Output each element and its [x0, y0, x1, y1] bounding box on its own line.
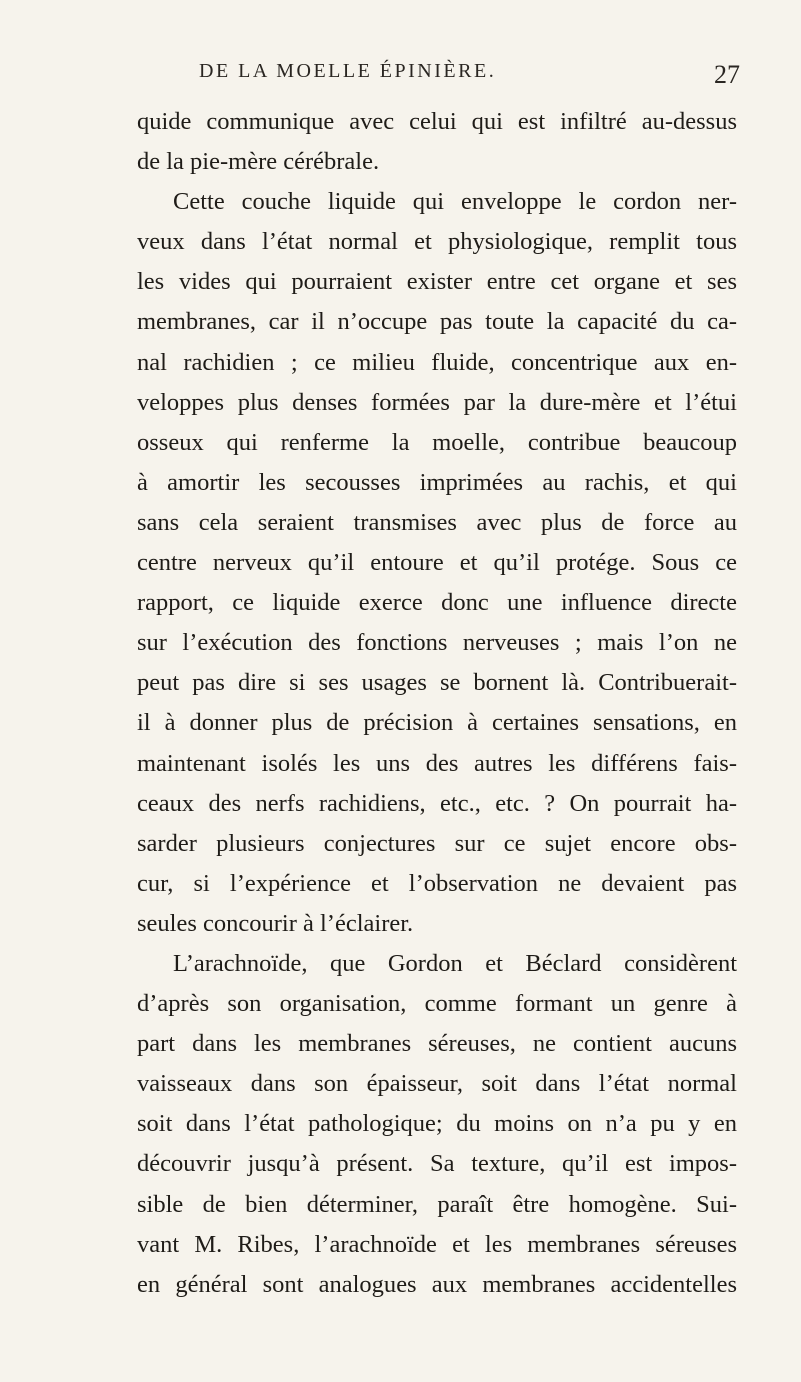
- text-line: veux dans l’état normal et physiologique, remplit tous: [137, 228, 737, 256]
- text-line: nal rachidien ; ce milieu fluide, concentrique aux en-: [137, 348, 737, 376]
- text-line: maintenant isolés les uns des autres les différens fais-: [137, 749, 737, 777]
- text-line: peut pas dire si ses usages se bornent là. Contribuerait-: [137, 669, 737, 697]
- paragraph-first-line: L’arachnoïde, que Gordon et Béclard considèrent: [173, 949, 737, 977]
- text-line: vant M. Ribes, l’arachnoïde et les membranes séreuses: [137, 1230, 737, 1258]
- text-line: rapport, ce liquide exerce donc une influence directe: [137, 589, 737, 617]
- text-line: d’après son organisation, comme formant un genre à: [137, 990, 737, 1018]
- text-line: cur, si l’expérience et l’observation ne devaient pas: [137, 869, 737, 897]
- text-line: centre nerveux qu’il entoure et qu’il protége. Sous ce: [137, 549, 737, 577]
- text-line: sur l’exécution des fonctions nerveuses ; mais l’on ne: [137, 629, 737, 657]
- page-number: 27: [714, 60, 740, 89]
- text-line: à amortir les secousses imprimées au rachis, et qui: [137, 468, 737, 496]
- text-line: soit dans l’état pathologique; du moins on n’a pu y en: [137, 1110, 737, 1138]
- text-line: de la pie-mère cérébrale.: [137, 148, 380, 176]
- text-line: osseux qui renferme la moelle, contribue beaucoup: [137, 428, 737, 456]
- text-line: seules concourir à l’éclairer.: [137, 909, 414, 937]
- text-line: membranes, car il n’occupe pas toute la capacité du ca-: [137, 308, 737, 336]
- text-line: découvrir jusqu’à présent. Sa texture, qu’il est impos-: [137, 1150, 737, 1178]
- text-line: vaisseaux dans son épaisseur, soit dans l’état normal: [137, 1070, 737, 1098]
- text-line: sans cela seraient transmises avec plus de force au: [137, 508, 737, 536]
- text-line: ceaux des nerfs rachidiens, etc., etc. ? On pourrait ha-: [137, 789, 737, 817]
- text-line: quide communique avec celui qui est infiltré au-dessus: [137, 108, 737, 135]
- running-header: DE LA MOELLE ÉPINIÈRE.: [199, 60, 497, 82]
- text-line: sarder plusieurs conjectures sur ce sujet encore obs-: [137, 829, 737, 857]
- body-text: [137, 102, 737, 1305]
- text-line: sible de bien déterminer, paraît être homogène. Sui-: [137, 1190, 737, 1218]
- text-line: en général sont analogues aux membranes accidentelles: [137, 1270, 737, 1298]
- text-line: il à donner plus de précision à certaines sensations, en: [137, 709, 737, 737]
- text-line: part dans les membranes séreuses, ne contient aucuns: [137, 1030, 737, 1058]
- paragraph-first-line: Cette couche liquide qui enveloppe le cordon ner-: [173, 188, 737, 216]
- text-line: veloppes plus denses formées par la dure-mère et l’étui: [137, 388, 737, 416]
- text-line: les vides qui pourraient exister entre cet organe et ses: [137, 268, 737, 296]
